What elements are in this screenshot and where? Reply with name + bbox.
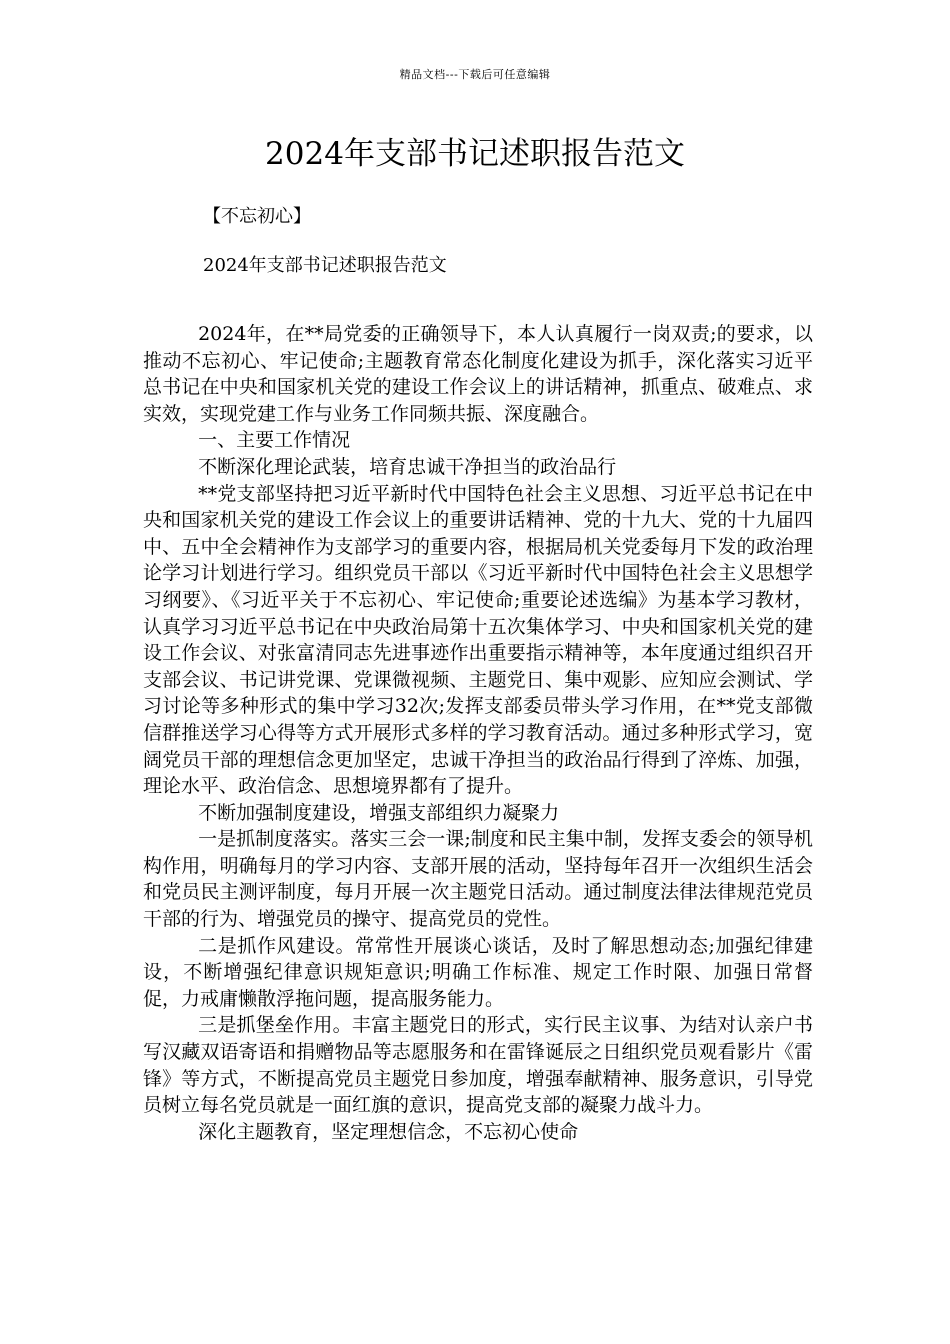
header-note: 精品文档---下载后可任意编辑	[399, 68, 551, 81]
subsection-heading: 深化主题教育，坚定理想信念，不忘初心使命	[198, 1120, 579, 1143]
body-paragraph: 一是抓制度落实。落实三会一课;制度和民主集中制，发挥支委会的领导机构作用，明确每月的学习内容、支部开展的活动，坚持每年召开一次组织生活会和党员民主测评制度，每月开展一次主题党日活动。通过制度法律法律规范党员干部的行为、增强党员的操守、提高党员的党性。	[143, 828, 813, 931]
body-paragraph: 二是抓作风建设。常常性开展谈心谈话，及时了解思想动态;加强纪律建设，不断增强纪律意识规矩意识;明确工作标准、规定工作时限、加强日常督促，力戒庸懒散浮拖问题，提高服务能力。	[143, 934, 813, 1010]
document-subtitle: 2024年支部书记述职报告范文	[203, 255, 447, 276]
subsection-heading: 不断加强制度建设，增强支部组织力凝聚力	[198, 801, 560, 824]
body-paragraph: 三是抓堡垒作用。丰富主题党日的形式，实行民主议事、为结对认亲户书写汉藏双语寄语和捐赠物品等志愿服务和在雷锋诞辰之日组织党员观看影片《雷锋》等方式，不断提高党员主题党日参加度，增强奉献精神、服务意识，引导党员树立每名党员就是一面红旗的意识，提高党支部的凝聚力战斗力。	[143, 1014, 813, 1117]
body-paragraph: 2024年，在**局党委的正确领导下，本人认真履行一岗双责;的要求，以推动不忘初心、牢记使命;主题教育常态化制度化建设为抓手，深化落实习近平总书记在中央和国家机关党的建设工作会议上的讲话精神，抓重点、破难点、求实效，实现党建工作与业务工作同频共振、深度融合。	[143, 323, 813, 425]
bracket-heading: 【不忘初心】	[203, 206, 311, 227]
document-title: 2024年支部书记述职报告范文	[265, 136, 685, 172]
subsection-heading: 不断深化理论武装，培育忠诚干净担当的政治品行	[198, 455, 617, 478]
document-body	[143, 321, 813, 1145]
body-paragraph: **党支部坚持把习近平新时代中国特色社会主义思想、习近平总书记在中央和国家机关党的建设工作会议上的重要讲话精神、党的十九大、党的十九届四中、五中全会精神作为支部学习的重要内容，根据局机关党委每月下发的政治理论学习计划进行学习。组织党员干部以《习近平新时代中国特色社会主义思想学习纲要》、《习近平关于不忘初心、牢记使命;重要论述选编》为基本学习教材，认真学习习近平总书记在中央政治局第十五次集体学习、中央和国家机关党的建设工作会议、对张富清同志先进事迹作出重要指示精神等，本年度通过组织召开支部会议、书记讲党课、党课微视频、主题党日、集中观影、应知应会测试、学习讨论等多种形式的集中学习32次;发挥支部委员带头学习作用，在**党支部微信群推送学习心得等方式开展形式多样的学习教育活动。通过多种形式学习，宽阔党员干部的理想信念更加坚定，忠诚干净担当的政治品行得到了淬炼、加强，理论水平、政治信念、思想境界都有了提升。	[143, 482, 813, 798]
section-heading: 一、主要工作情况	[198, 429, 351, 452]
